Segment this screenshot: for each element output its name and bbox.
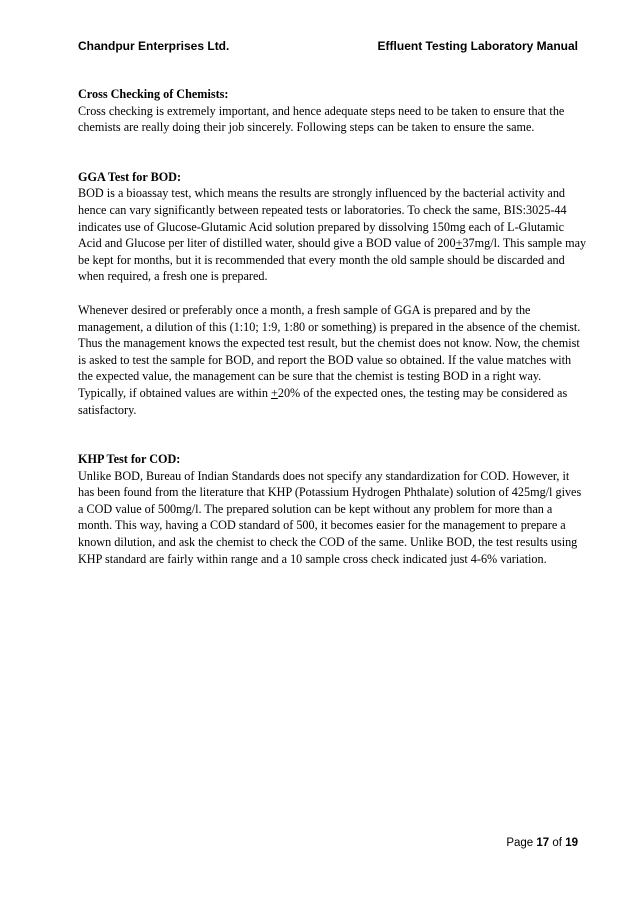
paragraph: BOD is a bioassay test, which means the results are strongly influenced by the bacterial activity and hence can vary significantly between repeated tests or laboratories. To check the same, BIS:3025-44 indicates use of Glucose-Glutamic Acid solution prepared by dissolving 150mg each of L-Glutamic Acid and Glucose per liter of distilled water, should give a BOD value of 200+37mg/l. This sample may be kept for months, but it is recommended that every month the old sample should be discarded and when required, a fresh one is prepared. xyxy=(78,186,587,284)
page-number: 17 xyxy=(536,837,550,849)
plus-minus-sign: + xyxy=(270,385,278,400)
document-body xyxy=(78,86,588,567)
paragraph: Unlike BOD, Bureau of Indian Standards does not specify any standardization for COD. However, it has been found from the literature that KHP (Potassium Hydrogen Phthalate) solution of 425mg/l gives a COD value of 500mg/l. The prepared solution can be kept without any problem for more than a month. This way, having a COD standard of 500, it becomes easier for the management to prepare a known dilution, and ask the chemist to check the COD of the same. Unlike BOD, the test results using KHP standard are fairly within range and a 10 sample cross check indicated just 4-6% variation. xyxy=(78,468,582,566)
page-header xyxy=(78,38,578,54)
section-heading: KHP Test for COD: xyxy=(78,452,181,467)
section-khp-test xyxy=(78,451,588,567)
of-word: of xyxy=(552,837,562,849)
manual-title: Effluent Testing Laboratory Manual xyxy=(377,39,578,53)
section-heading: Cross Checking of Chemists: xyxy=(78,87,229,101)
section-cross-checking xyxy=(78,86,588,136)
paragraph: Whenever desired or preferably once a month, a fresh sample of GGA is prepared and by the management, a dilution of this (1:10; 1:9, 1:80 or something) is prepared in the absence of the chemist. Thus the management knows the expected test result, but the chemist does not know. Now, the chemist is asked to test the sample for BOD, and report the BOD value so obtained. If the value matches with the expected value, the management can be sure that the chemist is testing BOD in a right way. Typically, if obtained values are within +20% of the expected ones, the testing may be considered as satisfactory. xyxy=(78,302,581,417)
section-gga-test xyxy=(78,169,588,418)
company-name: Chandpur Enterprises Ltd. xyxy=(78,39,230,53)
paragraph: Cross checking is extremely important, and hence adequate steps need to be taken to ensure that the chemists are really doing their job sincerely. Following steps can be taken to ensure the same. xyxy=(78,103,565,135)
page-word: Page xyxy=(506,837,534,849)
page-total: 19 xyxy=(565,837,578,849)
page-footer xyxy=(506,836,578,851)
plus-minus-sign: + xyxy=(455,236,463,251)
section-heading: GGA Test for BOD: xyxy=(78,169,182,184)
